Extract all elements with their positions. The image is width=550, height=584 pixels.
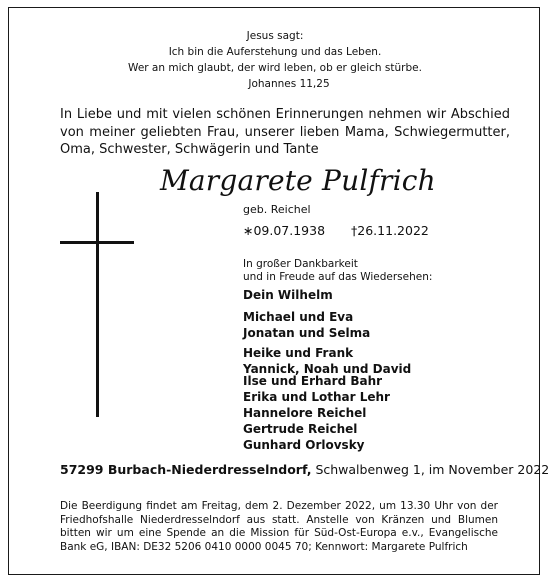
birth-date: ∗09.07.1938 xyxy=(243,223,326,238)
cross-icon xyxy=(96,192,99,417)
mourner: Erika und Lothar Lehr xyxy=(243,390,390,404)
born-name: geb. Reichel xyxy=(243,203,311,216)
cross-icon-bar xyxy=(60,241,134,244)
bible-intro: Jesus sagt: xyxy=(246,30,304,42)
mourner: Ilse und Erhard Bahr xyxy=(243,374,383,388)
bible-reference: Johannes 11,25 xyxy=(248,78,330,90)
address-rest: Schwalbenweg 1, im November 2022 xyxy=(311,462,550,477)
death-date: †26.11.2022 xyxy=(351,223,429,238)
mourner-group xyxy=(243,373,390,453)
address-line xyxy=(60,462,549,477)
bible-verse-line-1: Ich bin die Auferstehung und das Leben. xyxy=(168,46,382,58)
mourner: Gertrude Reichel xyxy=(243,422,358,436)
address-place: 57299 Burbach-Niederdresselndorf, xyxy=(60,462,312,477)
deceased-name: Margarete Pulfrich xyxy=(160,164,436,197)
mourner: Dein Wilhelm xyxy=(243,288,333,302)
gratitude-line: und in Freude auf das Wiedersehen: xyxy=(243,271,433,283)
mourner: Hannelore Reichel xyxy=(243,406,367,420)
farewell-text: In Liebe und mit vielen schönen Erinnerungen nehmen wir Abschied von meiner geliebten Frau, unserer lieben Mama, Schwiegermutter, Oma, Schwester, Schwägerin und Tante xyxy=(60,107,510,157)
mourner-group xyxy=(243,287,333,303)
mourner: Gunhard Orlovsky xyxy=(243,438,365,452)
gratitude-text xyxy=(243,258,432,284)
mourner: Yannick, Noah und David xyxy=(243,362,412,376)
gratitude-line: In großer Dankbarkeit xyxy=(243,258,358,270)
mourner: Jonatan und Selma xyxy=(243,326,371,340)
mourner-group xyxy=(243,309,370,341)
bible-verse-line-2: Wer an mich glaubt, der wird leben, ob er gleich stürbe. xyxy=(128,62,422,74)
mourner: Heike und Frank xyxy=(243,346,354,360)
mourner: Michael und Eva xyxy=(243,310,354,324)
life-dates xyxy=(243,223,451,238)
funeral-info: Die Beerdigung findet am Freitag, dem 2. Dezember 2022, um 13.30 Uhr von der Friedhofshalle Niederdresselndorf aus statt. Anstelle von Kränzen und Blumen bitten wir um eine Spende an die Mission für Süd-Ost-Europa e.v., Evangelische Bank eG, IBAN: DE32 5206 0410 0000 0045 70; Kennwort: Margarete Pulfrich xyxy=(60,500,498,553)
